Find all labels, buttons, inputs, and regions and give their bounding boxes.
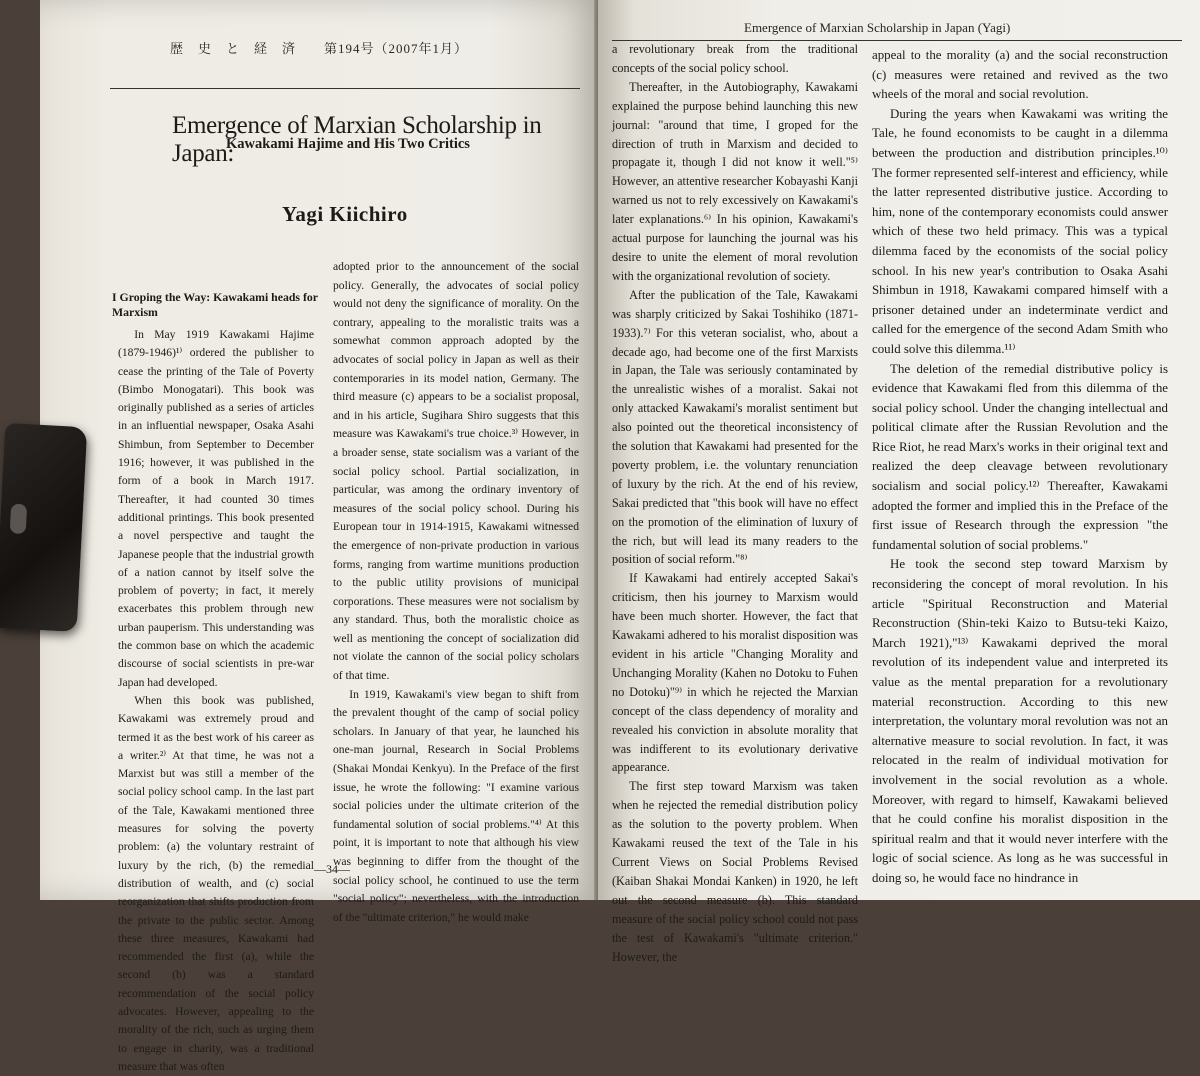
paragraph: appeal to the morality (a) and the social reconstruction (c) measures were retained and revived as the two wheels of the moral and social revolution. bbox=[872, 48, 1168, 102]
article-title: Emergence of Marxian Scholarship in Japan: bbox=[172, 112, 542, 167]
paragraph: If Kawakami had entirely accepted Sakai's criticism, then his journey to Marxism would have been much shorter. However, the fact that Kawakami adhered to his moralist disposition was evident in his article "Changing Morality and Unchanging Morality (Kahen no Dotoku to Fuhen no Dotoku)"⁹⁾ in which he rejected the Marxian concept of the class dependency of morality and revealed his conviction in absolute morality that was indifferent to its evolutionary derivative appearance. bbox=[612, 571, 858, 775]
article-author: Yagi Kiichiro bbox=[282, 202, 408, 226]
paragraph: The deletion of the remedial distributive policy is evidence that Kawakami fled from this dilemma of the social policy school. Under the changing intellectual and political climate after the Russian Revolution and the Rice Riot, he read Marx's works in their original text and realized the deep cleavage between revolutionary socialism and social policy.¹²⁾ Thereafter, Kawakami adopted the former and implied this in the Preface of the first issue of Research through the expression "the fundamental solution of social problems." bbox=[872, 361, 1168, 552]
left-column-1 bbox=[118, 326, 314, 1076]
paragraph: During the years when Kawakami was writing the Tale, he found economists to be caught in a dilemma between the production and distribution principles.¹⁰⁾ The former represented self-interest and efficiency, while the latter represented distributive justice. According to him, none of the contemporary economists could answer which of these two held primacy. This was a typical dilemma faced by the economists of the social policy school. In his new year's contribution to Osaka Asahi Shimbun in 1918, Kawakami compared himself with a prisoner detained under an indeterminate verdict and called for the emergence of the second Adam Smith who could solve this dilemma.¹¹⁾ bbox=[872, 106, 1168, 356]
header-rule-left bbox=[110, 88, 580, 89]
paragraph: Thereafter, in the Autobiography, Kawakami explained the purpose behind launching this new journal: "around that time, I groped for the direction of truth in Marxism and decided to propagate it, though I did not know it well."⁵⁾ However, an attentive researcher Kobayashi Kanji warned us not to rely excessively on Kawakami's later explanations.⁶⁾ In his opinion, Kawakami's actual purpose for launching the journal was his desire to unite the element of moral revolution with the organizational revolution of society. bbox=[612, 79, 858, 283]
paragraph: The first step toward Marxism was taken when he rejected the remedial distribution policy as the solution to the poverty problem. When Kawakami reused the text of the Tale in his Current Views on Social Problems Revised (Kaiban Shakai Mondai Kanken) in 1920, he left out the second measure (b). This standard measure of the social policy school could not pass the test of Kawakami's "ultimate criterion." However, the bbox=[612, 779, 858, 964]
paragraph: When this book was published, Kawakami was extremely proud and termed it as the best work of his career as a writer.²⁾ At that time, he was not a Marxist but was still a member of the social policy school camp. In the last part of the Tale, Kawakami mentioned three measures for solving the poverty problem: (a) the voluntary restraint of luxury by the rich, (b) the remedial distribution of wealth, and (c) social reorganization that shifts production from the private to the public sector. Among these three measures, Kawakami had recommended the first (a), while the second (b) was a standard recommendation of the social policy advocates. However, appealing to the morality of the rich, such as urging them to engage in charity, was a traditional measure that was often bbox=[118, 693, 314, 1073]
stand-knob bbox=[10, 503, 28, 534]
book-stand-object bbox=[0, 423, 87, 632]
paragraph: adopted prior to the announcement of the social policy. Generally, the advocates of social policy would not deny the significance of morality. On the contrary, appealing to the moralistic traits was a somewhat common approach adopted by the advocates of social policy in Japan as well as their contemporaries in its model nation, Germany. The third measure (c) appears to be a socialist proposal, and in his article, Sugihara Shiro suggests that this measure was Kawakami's true choice.³⁾ However, in a broader sense, state socialism was a variant of the social policy school. Partial socialization, in particular, was among the ordinary inventory of measures of the social policy school. During his European tour in 1914-1915, Kawakami witnessed the emergence of non-private production in various forms, ranging from wartime munitions production to the public utility provisions of municipal corporations. These measures were not socialism by any standard. Thus, both the moralistic choice as well as mentioning the concept of socialization did not violate the cannon of the social policy scholars of that time. bbox=[333, 260, 579, 683]
paragraph: In May 1919 Kawakami Hajime (1879-1946)¹⁾ ordered the publisher to cease the printing of the Tale of Poverty (Bimbo Monogatari). This book was originally published as a series of articles in an influential newspaper, Osaka Asahi Shimbun, from September to December 1916; however, it was published in the form of a book in March 1917. Thereafter, it had counted 30 times additional printings. This book presented a novel perspective and taught the Japanese people that the industrial growth of a nation cannot by itself solve the problem of poverty; in fact, it merely exacerbates this problem through new urban pauperism. This understanding was the common base on which the academic discourse of social scientists in pre-war Japan had developed. bbox=[118, 328, 314, 689]
right-column-1 bbox=[612, 40, 858, 966]
running-head-right: Emergence of Marxian Scholarship in Japan (Yagi) bbox=[744, 20, 1011, 35]
left-column-2 bbox=[333, 258, 579, 927]
paragraph: In 1919, Kawakami's view began to shift from the prevalent thought of the camp of social policy scholars. In January of that year, he launched his one-man journal, Research in Social Problems (Shakai Mondai Kenkyu). In the Preface of the first issue, he wrote the following: "I examine various social policies under the ultimate criterion of the fundamental solution of social problems."⁴⁾ At this point, it is important to note that although his view was beginning to differ from the thought of the social policy school, he continued to use the term "social policy"; nevertheless, with the introduction of the "ultimate criterion," he would make bbox=[333, 687, 579, 924]
paragraph: a revolutionary break from the traditional concepts of the social policy school. bbox=[612, 42, 858, 75]
page-number: —34— bbox=[314, 862, 350, 876]
running-head-left: 歴 史 と 経 済 第194号（2007年1月） bbox=[170, 41, 469, 56]
section-heading: I Groping the Way: Kawakami heads for Marxism bbox=[112, 290, 318, 319]
article-subtitle: Kawakami Hajime and His Two Critics bbox=[226, 136, 470, 152]
paragraph: He took the second step toward Marxism by reconsidering the concept of moral revolution. In his article "Spiritual Reconstruction and Material Reconstruction (Shin-teki Kaizo to Butsu-teki Kaizo, March 1921),"¹³⁾ Kawakami deprived the moral revolution of its independent value and interpreted its value as the mental preparation for a revolutionary material reconstruction. According to this new interpretation, the voluntary moral revolution was not an alternative measure to social revolution. In fact, it was relocated in the realm of individual motivation for involvement in the social revolution as a whole. Moreover, with regard to himself, Kawakami believed that he could confine his moralist disposition in the spiritual realm and that it would never interfere with the logic of social science. As long as he was successful in doing so, he would face no hindrance in bbox=[872, 557, 1168, 885]
paragraph: After the publication of the Tale, Kawakami was sharply criticized by Sakai Toshihiko (1871-1933).⁷⁾ For this veteran socialist, who, about a decade ago, had become one of the first Marxists in Japan, the Tale was seriously contaminated by the unrealistic wishes of a moralist. Sakai not only attacked Kawakami's moralist sentiment but also pointed out the theoretical inconsistency of the solution that Kawakami had presented for the poverty problem, i.e. the voluntary renunciation of luxury by the rich. At the end of his review, Sakai predicted that "this book will have no effect on the promotion of the elimination of luxury of the rich, but will lead its many readers to the position of social reform."⁸⁾ bbox=[612, 287, 858, 567]
right-column-2 bbox=[872, 46, 1168, 889]
